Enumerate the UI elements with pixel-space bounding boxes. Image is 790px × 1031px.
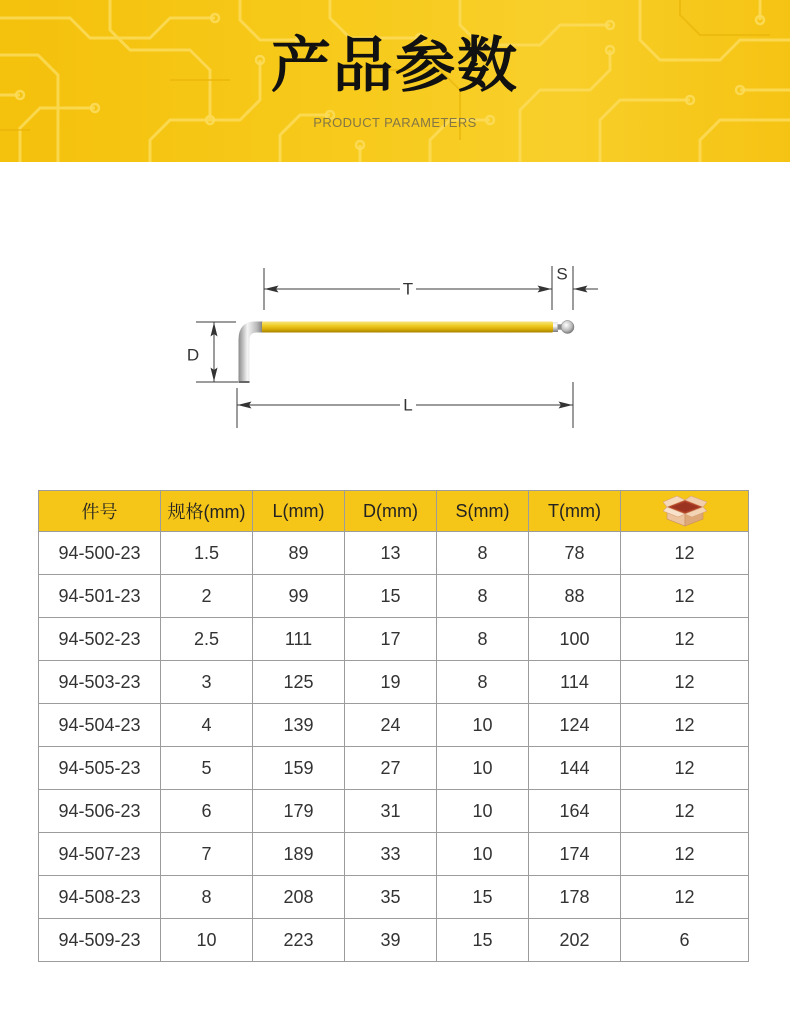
header-row	[39, 491, 749, 532]
cell-size: 8	[161, 876, 253, 919]
cell-part-number: 94-507-23	[39, 833, 161, 876]
header-s: S(mm)	[437, 491, 529, 532]
cell-d: 19	[345, 661, 437, 704]
cell-l: 208	[253, 876, 345, 919]
cell-d: 24	[345, 704, 437, 747]
cell-size: 1.5	[161, 532, 253, 575]
s-dimension-label: S	[556, 264, 568, 284]
cell-d: 31	[345, 790, 437, 833]
carton-box-icon	[663, 495, 707, 527]
d-dimension-label: D	[186, 345, 200, 365]
cell-t: 100	[529, 618, 621, 661]
cell-d: 17	[345, 618, 437, 661]
hex-key-short-arm	[239, 322, 265, 384]
cell-t: 114	[529, 661, 621, 704]
cell-t: 144	[529, 747, 621, 790]
spec-table	[38, 490, 749, 962]
cell-d: 35	[345, 876, 437, 919]
cell-s: 15	[437, 876, 529, 919]
cell-part-number: 94-504-23	[39, 704, 161, 747]
cell-s: 10	[437, 790, 529, 833]
cell-quantity: 12	[621, 704, 749, 747]
cell-part-number: 94-506-23	[39, 790, 161, 833]
table-row	[39, 876, 749, 919]
header-banner	[0, 0, 790, 162]
cell-quantity: 12	[621, 747, 749, 790]
hex-key-yellow-coating	[262, 322, 553, 333]
cell-part-number: 94-502-23	[39, 618, 161, 661]
cell-part-number: 94-509-23	[39, 919, 161, 962]
cell-t: 88	[529, 575, 621, 618]
cell-d: 27	[345, 747, 437, 790]
cell-quantity: 12	[621, 661, 749, 704]
table-row	[39, 919, 749, 962]
cell-d: 13	[345, 532, 437, 575]
header-l: L(mm)	[253, 491, 345, 532]
cell-t: 78	[529, 532, 621, 575]
hex-key-tip-end	[239, 381, 250, 383]
cell-part-number: 94-500-23	[39, 532, 161, 575]
cell-size: 5	[161, 747, 253, 790]
cell-d: 39	[345, 919, 437, 962]
cell-quantity: 12	[621, 618, 749, 661]
cell-l: 189	[253, 833, 345, 876]
header-d: D(mm)	[345, 491, 437, 532]
page-subtitle: PRODUCT PARAMETERS	[313, 115, 477, 130]
cell-l: 89	[253, 532, 345, 575]
header-part-number: 件号	[39, 491, 161, 532]
cell-size: 6	[161, 790, 253, 833]
cell-quantity: 12	[621, 532, 749, 575]
cell-s: 8	[437, 575, 529, 618]
cell-s: 8	[437, 661, 529, 704]
cell-part-number: 94-508-23	[39, 876, 161, 919]
cell-d: 15	[345, 575, 437, 618]
cell-s: 15	[437, 919, 529, 962]
cell-s: 10	[437, 747, 529, 790]
cell-quantity: 12	[621, 790, 749, 833]
cell-size: 2.5	[161, 618, 253, 661]
table-row	[39, 618, 749, 661]
cell-s: 8	[437, 618, 529, 661]
table-row	[39, 833, 749, 876]
ball-end-shaft	[553, 322, 558, 332]
cell-size: 10	[161, 919, 253, 962]
page-title: 产品参数	[271, 31, 519, 101]
cell-l: 125	[253, 661, 345, 704]
header-quantity	[621, 491, 749, 532]
cell-l: 179	[253, 790, 345, 833]
table-row	[39, 790, 749, 833]
cell-l: 99	[253, 575, 345, 618]
cell-t: 164	[529, 790, 621, 833]
spec-table-header	[39, 491, 749, 532]
header-size: 规格(mm)	[161, 491, 253, 532]
cell-size: 7	[161, 833, 253, 876]
cell-part-number: 94-505-23	[39, 747, 161, 790]
cell-quantity: 12	[621, 876, 749, 919]
table-row	[39, 704, 749, 747]
cell-size: 2	[161, 575, 253, 618]
cell-s: 10	[437, 833, 529, 876]
cell-l: 111	[253, 618, 345, 661]
cell-t: 202	[529, 919, 621, 962]
cell-part-number: 94-501-23	[39, 575, 161, 618]
table-row	[39, 532, 749, 575]
hex-key-dimension-diagram	[0, 240, 790, 440]
cell-quantity: 6	[621, 919, 749, 962]
cell-part-number: 94-503-23	[39, 661, 161, 704]
t-dimension-label: T	[402, 279, 414, 299]
cell-size: 3	[161, 661, 253, 704]
cell-quantity: 12	[621, 575, 749, 618]
ball-end-head	[561, 321, 574, 334]
cell-s: 8	[437, 532, 529, 575]
cell-t: 124	[529, 704, 621, 747]
cell-l: 223	[253, 919, 345, 962]
cell-t: 178	[529, 876, 621, 919]
cell-s: 10	[437, 704, 529, 747]
cell-t: 174	[529, 833, 621, 876]
table-row	[39, 747, 749, 790]
table-row	[39, 575, 749, 618]
table-row	[39, 661, 749, 704]
spec-table-body	[39, 532, 749, 962]
cell-l: 159	[253, 747, 345, 790]
cell-quantity: 12	[621, 833, 749, 876]
header-t: T(mm)	[529, 491, 621, 532]
cell-l: 139	[253, 704, 345, 747]
cell-size: 4	[161, 704, 253, 747]
l-dimension-label: L	[403, 395, 413, 415]
cell-d: 33	[345, 833, 437, 876]
